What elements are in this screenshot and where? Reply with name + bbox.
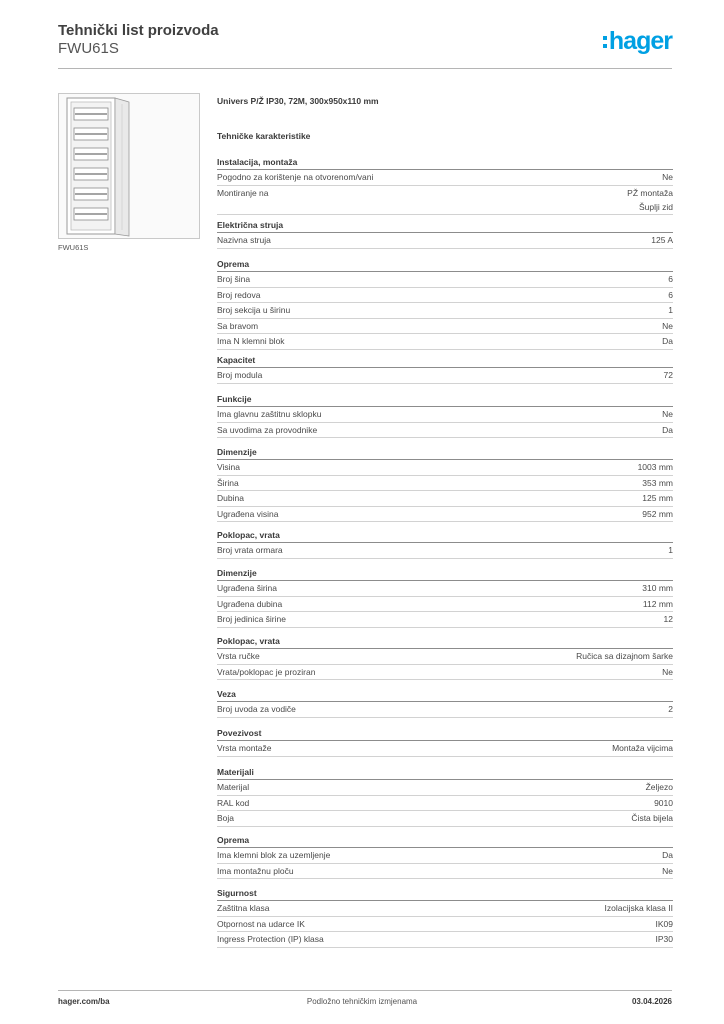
footer-website-link[interactable]: hager.com/ba — [58, 997, 110, 1006]
spec-label: Zaštitna klasa — [217, 903, 270, 913]
spec-row — [217, 597, 673, 613]
spec-row — [217, 543, 673, 559]
spec-section — [217, 257, 673, 350]
footer-notice: Podložno tehničkim izmjenama — [306, 997, 418, 1006]
hager-logo — [603, 26, 672, 56]
spec-value: Željezo — [645, 782, 673, 792]
spec-label: Nazivna struja — [217, 235, 271, 245]
section-title: Oprema — [217, 257, 673, 272]
spec-value: Montaža vijcima — [612, 743, 673, 753]
spec-row — [217, 702, 673, 718]
spec-row — [217, 303, 673, 319]
spec-label: Ima glavnu zaštitnu sklopku — [217, 409, 322, 419]
spec-label: Boja — [217, 813, 235, 823]
section-title: Oprema — [217, 833, 673, 848]
spec-value: Ne — [662, 865, 673, 876]
spec-value: 112 mm — [642, 598, 673, 609]
spec-value: Ne — [662, 666, 673, 677]
spec-section — [217, 886, 673, 948]
spec-row — [217, 741, 673, 757]
spec-row — [217, 491, 673, 507]
product-image — [58, 93, 200, 239]
spec-value: Da — [662, 850, 673, 860]
spec-value: 6 — [668, 274, 673, 284]
spec-label: Vrata/poklopac je proziran — [217, 666, 316, 677]
spec-value: 1 — [668, 305, 673, 315]
section-title: Sigurnost — [217, 886, 673, 901]
spec-value: 310 mm — [642, 583, 673, 593]
spec-row — [217, 233, 673, 249]
footer-divider — [58, 990, 672, 991]
spec-label: Ugrađena visina — [217, 508, 279, 519]
spec-value: 2 — [668, 704, 673, 714]
spec-section — [217, 528, 673, 559]
section-title: Poklopac, vrata — [217, 528, 673, 543]
spec-value: 1003 mm — [637, 462, 673, 472]
spec-label: Broj jedinica širine — [217, 614, 286, 624]
document-title: Tehnički list proizvoda — [58, 22, 219, 39]
spec-row — [217, 864, 673, 880]
spec-section — [217, 833, 673, 879]
section-title: Instalacija, montaža — [217, 155, 673, 170]
spec-row — [217, 780, 673, 796]
spec-value: Ne — [662, 320, 673, 331]
spec-value: 1 — [668, 545, 673, 555]
section-title: Funkcije — [217, 392, 673, 407]
spec-section — [217, 687, 673, 718]
spec-label: Širina — [217, 477, 239, 488]
spec-value: Ne — [662, 172, 673, 182]
spec-row — [217, 423, 673, 439]
spec-value: Da — [662, 424, 673, 435]
spec-row — [217, 407, 673, 423]
spec-row — [217, 665, 673, 681]
spec-row — [217, 319, 673, 335]
logo-mark-icon — [603, 36, 607, 48]
spec-row — [217, 272, 673, 288]
spec-label: Pogodno za korištenje na otvorenom/vani — [217, 172, 374, 182]
spec-value: 125 mm — [642, 493, 673, 503]
spec-row — [217, 288, 673, 304]
spec-label: RAL kod — [217, 797, 250, 808]
spec-label: Materijal — [217, 782, 250, 792]
spec-value: 125 A — [651, 235, 673, 245]
spec-label: Ugrađena širina — [217, 583, 278, 593]
spec-row — [217, 460, 673, 476]
spec-label: Ingress Protection (IP) klasa — [217, 934, 324, 944]
footer-date: 03.04.2026 — [631, 997, 672, 1006]
spec-value: 952 mm — [642, 508, 673, 519]
spec-value-line: PŽ montaža — [627, 187, 673, 198]
spec-row — [217, 932, 673, 948]
spec-value: 12 — [663, 614, 673, 624]
spec-label: Broj šina — [217, 274, 251, 284]
page-header — [58, 20, 672, 70]
spec-section — [217, 726, 673, 757]
spec-row — [217, 476, 673, 492]
spec-row — [217, 917, 673, 933]
spec-value: Ne — [662, 409, 673, 419]
spec-label: Broj uvoda za vodiče — [217, 704, 296, 714]
spec-section — [217, 445, 673, 522]
spec-heading: Tehničke karakteristike — [217, 131, 311, 141]
spec-row — [217, 848, 673, 864]
spec-row — [217, 368, 673, 384]
section-title: Povezivost — [217, 726, 673, 741]
spec-row — [217, 649, 673, 665]
spec-label: Sa bravom — [217, 320, 259, 331]
section-title: Električna struja — [217, 218, 673, 233]
spec-label: Otpornost na udarce IK — [217, 918, 305, 929]
spec-row — [217, 507, 673, 523]
product-code: FWU61S — [58, 40, 119, 57]
spec-value — [627, 186, 673, 214]
spec-row — [217, 334, 673, 350]
spec-label: Broj sekcija u širinu — [217, 305, 291, 315]
spec-label: Broj vrata ormara — [217, 545, 283, 555]
section-title: Kapacitet — [217, 353, 673, 368]
spec-label: Ima montažnu ploču — [217, 865, 294, 876]
spec-label: Visina — [217, 462, 240, 472]
spec-value: Da — [662, 336, 673, 346]
logo-text: hager — [608, 27, 672, 55]
spec-row — [217, 811, 673, 827]
spec-section — [217, 218, 673, 249]
spec-value: Čista bijela — [631, 813, 673, 823]
section-title: Veza — [217, 687, 673, 702]
spec-label: Montiranje na — [217, 187, 269, 198]
spec-section — [217, 353, 673, 384]
spec-value: Izolacijska klasa II — [604, 903, 673, 913]
spec-label: Broj modula — [217, 370, 263, 380]
spec-label: Ima klemni blok za uzemljenje — [217, 850, 331, 860]
distribution-board-icon — [59, 94, 199, 238]
spec-label: Vrsta ručke — [217, 651, 260, 661]
spec-value: Ručica sa dizajnom šarke — [576, 651, 673, 661]
spec-value: IK09 — [655, 918, 673, 929]
spec-row — [217, 796, 673, 812]
spec-label: Ima N klemni blok — [217, 336, 285, 346]
spec-label: Ugrađena dubina — [217, 598, 283, 609]
image-caption: FWU61S — [58, 243, 89, 252]
spec-section — [217, 634, 673, 680]
section-title: Materijali — [217, 765, 673, 780]
spec-value: 72 — [663, 370, 673, 380]
spec-row — [217, 612, 673, 628]
spec-value: 9010 — [654, 797, 673, 808]
spec-label: Dubina — [217, 493, 244, 503]
spec-label: Sa uvodima za provodnike — [217, 424, 318, 435]
section-title: Dimenzije — [217, 445, 673, 460]
spec-section — [217, 765, 673, 827]
spec-row — [217, 186, 673, 215]
spec-row — [217, 901, 673, 917]
spec-section — [217, 392, 673, 438]
spec-row — [217, 170, 673, 186]
section-title: Poklopac, vrata — [217, 634, 673, 649]
section-title: Dimenzije — [217, 566, 673, 581]
spec-value: 6 — [668, 289, 673, 300]
spec-value: 353 mm — [642, 477, 673, 488]
spec-value-line: Šuplji zid — [638, 201, 673, 212]
spec-section — [217, 566, 673, 628]
spec-row — [217, 581, 673, 597]
spec-label: Broj redova — [217, 289, 261, 300]
spec-label: Vrsta montaže — [217, 743, 272, 753]
header-divider — [58, 68, 672, 69]
product-description: Univers P/Ž IP30, 72M, 300x950x110 mm — [217, 96, 379, 106]
spec-value: IP30 — [655, 934, 673, 944]
spec-section — [217, 155, 673, 215]
